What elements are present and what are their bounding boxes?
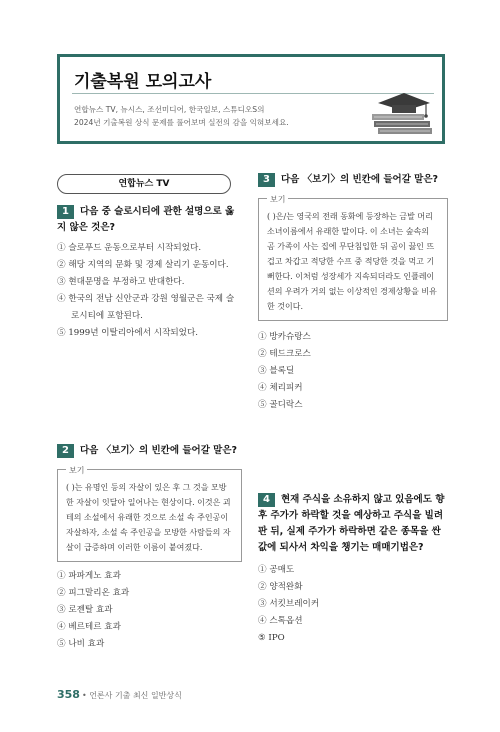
q2-option-5: ⑤ 나비 효과 <box>57 639 105 649</box>
q1-option-1: ① 슬로푸드 운동으로부터 시작되었다. <box>57 243 202 253</box>
question-3-example-text: ( )은/는 영국의 전래 동화에 등장하는 금발 머리 소녀이름에서 유래한 말이다. 이 소녀는 숲속의 곰 가족이 사는 집에 무단침입한 뒤 곰이 끓인 뜨겁고 차갑고 적당한 수프 중 적당한 것을 먹고 기뻐한다. 이처럼 성장세가 지속되더라도 인플레이션의 우려가 거의 없는 이상적인 경제상황을 비유한 것이다. <box>267 212 437 311</box>
q2-option-2: ② 피그말리온 효과 <box>57 588 130 598</box>
source-label: 연합뉴스 TV <box>57 174 231 194</box>
question-1-text <box>57 204 242 236</box>
question-2-options <box>57 568 242 653</box>
q4-option-3: ③ 서킷브레이커 <box>258 599 320 609</box>
q2-option-3: ③ 로젠탈 효과 <box>57 605 113 615</box>
example-label: 보기 <box>66 463 87 478</box>
q2-option-4: ④ 베르테르 효과 <box>57 622 121 632</box>
q4-option-2: ② 양적완화 <box>258 582 303 592</box>
q4-option-4: ④ 스톡옵션 <box>258 616 303 626</box>
question-3-example-box <box>258 195 448 321</box>
question-2-body: 다음 〈보기〉의 빈칸에 들어갈 말은? <box>80 445 238 456</box>
question-1-number: 1 <box>57 205 74 219</box>
question-3 <box>258 172 448 414</box>
q3-option-5: ⑤ 골디락스 <box>258 400 303 410</box>
question-2-example-text: ( )는 유명인 등의 자살이 있은 후 그 것을 모방한 자살이 잇달아 일어나는 현상이다. 이것은 괴테의 소설에서 유래한 것으로 소설 속 주인공이 자살하자, 소설 속 주인공을 모방한 사람들의 자살이 급증하며 이러한 이름이 붙여졌다. <box>66 483 231 552</box>
q3-option-1: ① 방카슈랑스 <box>258 332 311 342</box>
q4-option-1: ① 공매도 <box>258 565 295 575</box>
question-1 <box>57 204 242 342</box>
question-4-options <box>258 562 448 647</box>
question-4 <box>258 492 448 647</box>
q4-option-5: ⑤ IPO <box>258 633 285 643</box>
question-4-number: 4 <box>258 493 275 507</box>
question-3-number: 3 <box>258 173 275 187</box>
question-3-text <box>258 172 448 188</box>
page-number: 358 <box>57 688 80 701</box>
question-1-options <box>57 240 242 342</box>
header-description <box>74 103 374 129</box>
question-4-text <box>258 492 448 556</box>
q3-option-4: ④ 체리피커 <box>258 383 303 393</box>
q1-option-5: ⑤ 1999년 이탈리아에서 시작되었다. <box>57 328 199 338</box>
question-2-number: 2 <box>57 444 74 458</box>
q1-option-3: ③ 현대문명을 부정하고 반대한다. <box>57 277 185 287</box>
header-box <box>57 54 445 144</box>
question-2-example-box <box>57 466 242 562</box>
question-3-options <box>258 329 448 414</box>
question-4-body: 현재 주식을 소유하지 않고 있음에도 향후 주가가 하락할 것을 예상하고 주식을 빌려 판 뒤, 실제 주가가 하락하면 같은 종목을 싼값에 되사서 차익을 챙기는 매매기법은? <box>258 494 445 553</box>
header-desc-line2: 2024년 기출복원 상식 문제를 풀어보며 실전의 감을 익혀보세요. <box>74 118 289 127</box>
example-label: 보기 <box>267 192 288 207</box>
page-footer <box>57 688 182 701</box>
question-3-body: 다음 〈보기〉의 빈칸에 들어갈 말은? <box>281 174 439 185</box>
question-1-body: 다음 중 슬로시티에 관한 설명으로 옳지 않은 것은? <box>57 206 235 233</box>
q3-option-3: ③ 블록딜 <box>258 366 295 376</box>
page-title: 기출복원 모의고사 <box>74 72 212 92</box>
footer-text: • 언론사 기출 최신 일반상식 <box>81 691 182 700</box>
question-2-text <box>57 443 242 459</box>
q2-option-1: ① 파파게노 효과 <box>57 571 121 581</box>
graduation-cap-books-icon <box>370 91 436 139</box>
q1-option-2: ② 해당 지역의 문화 및 경제 살리기 운동이다. <box>57 260 229 270</box>
q1-option-4: ④ 한국의 전남 신안군과 강원 영월군은 국제 슬로시티에 포함된다. <box>57 294 235 321</box>
q3-option-2: ② 테드크로스 <box>258 349 311 359</box>
question-2 <box>57 443 242 653</box>
header-desc-line1: 연합뉴스 TV, 뉴시스, 조선미디어, 한국일보, 스튜디오S의 <box>74 105 265 114</box>
